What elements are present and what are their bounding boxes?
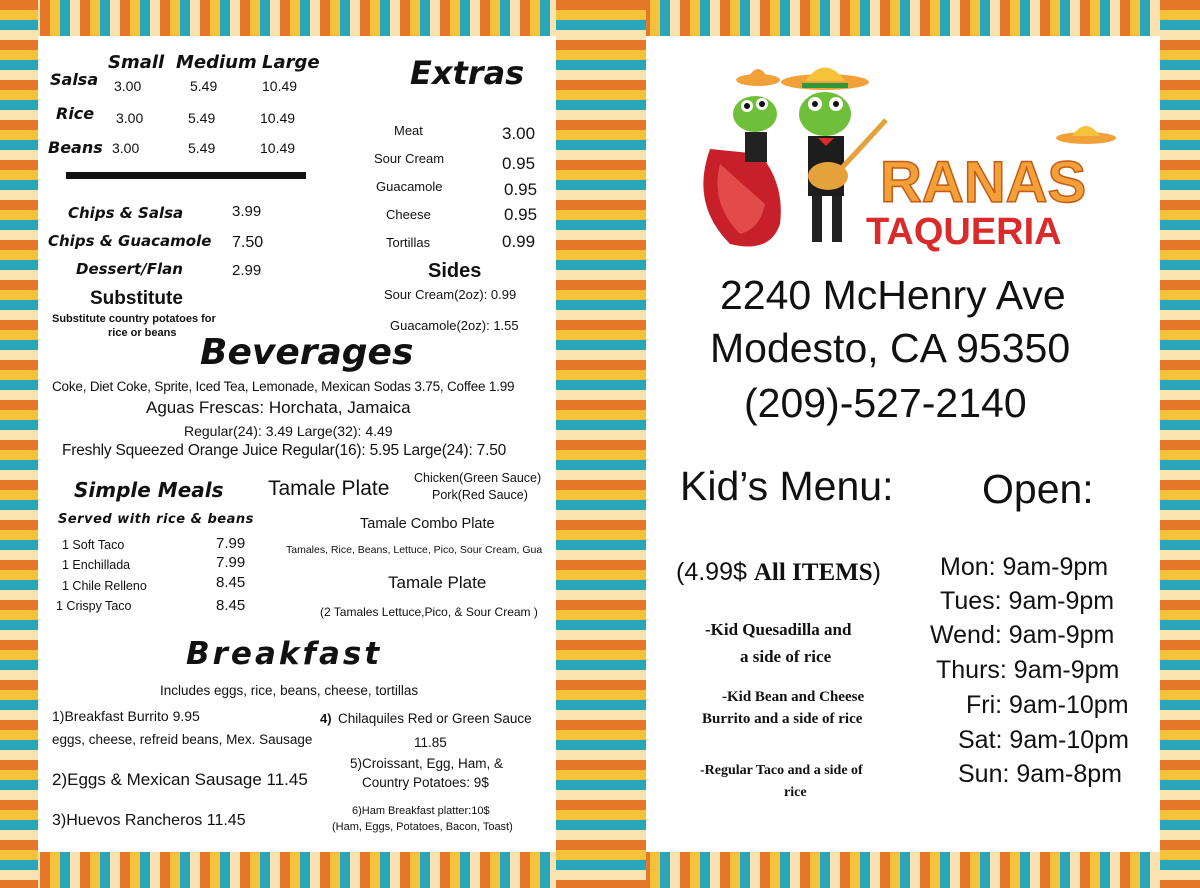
header-medium: Medium	[176, 52, 257, 73]
tamale-plate-opt1: Chicken(Green Sauce)	[414, 471, 542, 485]
breakfast-item-4-num: 4)	[320, 711, 332, 726]
substitute-line2: rice or beans	[108, 327, 177, 339]
kids-item-2-line2: Burrito and a side of rice	[702, 711, 863, 727]
hours-monday: Mon: 9am-9pm	[940, 553, 1109, 581]
extra-meat-price: 3.00	[502, 124, 536, 143]
breakfast-item-4-price: 11.85	[414, 735, 447, 750]
salsa-medium: 5.49	[190, 78, 218, 94]
meal-soft-taco-price: 7.99	[216, 535, 246, 552]
sides-title: Sides	[428, 260, 482, 282]
hours-title: Open:	[982, 466, 1094, 512]
meal-crispy-taco-price: 8.45	[216, 597, 246, 614]
frog-dancer-illustration	[703, 69, 781, 247]
breakfast-item-2: 2)Eggs & Mexican Sausage 11.45	[52, 770, 308, 789]
kids-item-3-line2: rice	[784, 785, 807, 800]
beans-small: 3.00	[112, 140, 140, 156]
tamale-plate-opt2: Pork(Red Sauce)	[432, 488, 528, 502]
snack-chips-salsa-price: 3.99	[232, 203, 262, 220]
salsa-large: 10.49	[262, 78, 298, 94]
extras-title: Extras	[410, 54, 525, 92]
breakfast-item-5-line2: Country Potatoes: 9$	[362, 775, 489, 790]
tamale-combo-desc: Tamales, Rice, Beans, Lettuce, Pico, Sour Cream, Gua	[286, 544, 543, 556]
meal-enchillada-price: 7.99	[216, 554, 246, 571]
header-small: Small	[108, 52, 165, 73]
hours-sunday: Sun: 9am-8pm	[958, 760, 1122, 788]
simple-meals-subtitle: Served with rice & beans	[58, 512, 254, 527]
rice-small: 3.00	[116, 110, 144, 126]
meal-crispy-taco: 1 Crispy Taco	[56, 599, 132, 613]
breakfast-item-3: 3)Huevos Rancheros 11.45	[52, 812, 246, 829]
tamale-plate-title: Tamale Plate	[268, 477, 390, 500]
kids-menu-title: Kid’s Menu:	[680, 463, 894, 509]
tamale-combo-title: Tamale Combo Plate	[360, 516, 495, 532]
beverages-line2: Aguas Frescas: Horchata, Jamaica	[146, 398, 411, 417]
snack-flan-price: 2.99	[232, 262, 262, 279]
beverages-line4: Freshly Squeezed Orange Juice Regular(16): 5.95 Large(24): 7.50	[62, 442, 507, 459]
meal-enchillada: 1 Enchillada	[62, 558, 131, 572]
kids-price-bold: All ITEMS	[753, 559, 873, 586]
row-label-rice: Rice	[56, 104, 95, 123]
left-border	[0, 0, 38, 888]
taqueria-logo	[690, 54, 1130, 264]
brand-ranas: RANAS	[880, 150, 1087, 215]
breakfast-item-6-line2: (Ham, Eggs, Potatoes, Bacon, Toast)	[332, 821, 513, 833]
extra-cheese: Cheese	[386, 207, 431, 222]
brand-taqueria: TAQUERIA	[866, 211, 1062, 253]
right-border	[1160, 0, 1200, 888]
extra-meat: Meat	[394, 123, 423, 138]
extra-cheese-price: 0.95	[504, 205, 538, 224]
divider	[66, 172, 306, 179]
breakfast-item-4: Chilaquiles Red or Green Sauce	[338, 711, 532, 726]
kids-price-suffix: )	[872, 558, 881, 586]
meal-chile-relleno-price: 8.45	[216, 574, 246, 591]
beans-large: 10.49	[260, 140, 296, 156]
header-large: Large	[262, 52, 320, 73]
extra-sour-cream: Sour Cream	[374, 151, 445, 166]
kids-price-line	[676, 558, 881, 587]
row-label-beans: Beans	[48, 138, 103, 157]
center-border	[556, 0, 646, 888]
kids-item-2-line1: -Kid Bean and Cheese	[722, 689, 865, 705]
extra-tortillas: Tortillas	[386, 235, 431, 250]
tamale-plate2-desc: (2 Tamales Lettuce,Pico, & Sour Cream )	[320, 605, 538, 619]
kids-item-1-line2: a side of rice	[740, 647, 832, 666]
substitute-line1: Substitute country potatoes for	[52, 313, 216, 325]
extra-sour-cream-price: 0.95	[502, 154, 536, 173]
kids-item-3-line1: -Regular Taco and a side of	[700, 763, 863, 778]
breakfast-item-1: 1)Breakfast Burrito 9.95	[52, 708, 200, 724]
kids-price-prefix: (4.99$	[676, 558, 754, 586]
snack-flan: Dessert/Flan	[76, 260, 183, 278]
rice-medium: 5.49	[188, 110, 216, 126]
hours-wednesday: Wend: 9am-9pm	[930, 621, 1115, 649]
breakfast-subtitle: Includes eggs, rice, beans, cheese, tortillas	[160, 683, 419, 698]
beans-medium: 5.49	[188, 140, 216, 156]
rice-large: 10.49	[260, 110, 296, 126]
snack-chips-guac-price: 7.50	[232, 234, 264, 251]
sides-line2: Guacamole(2oz): 1.55	[390, 318, 519, 333]
substitute-title: Substitute	[90, 288, 183, 309]
extra-guacamole-price: 0.95	[504, 180, 538, 199]
hours-saturday: Sat: 9am-10pm	[958, 726, 1129, 754]
simple-meals-title: Simple Meals	[74, 478, 224, 502]
kids-item-1-line1: -Kid Quesadilla and	[705, 620, 852, 639]
tamale-plate2-title: Tamale Plate	[388, 573, 487, 592]
address-city: Modesto, CA 95350	[710, 325, 1071, 371]
extra-tortillas-price: 0.99	[502, 232, 536, 251]
breakfast-item-5-line1: 5)Croissant, Egg, Ham, &	[350, 756, 504, 771]
beverages-title: Beverages	[200, 332, 414, 373]
meal-soft-taco: 1 Soft Taco	[62, 538, 125, 552]
meal-chile-relleno: 1 Chile Relleno	[62, 579, 147, 593]
breakfast-title: Breakfast	[186, 636, 383, 672]
sombrero-icon	[1056, 126, 1116, 144]
hours-thursday: Thurs: 9am-9pm	[936, 656, 1120, 684]
beverages-line1: Coke, Diet Coke, Sprite, Iced Tea, Lemonade, Mexican Sodas 3.75, Coffee 1.99	[52, 379, 515, 394]
extra-guacamole: Guacamole	[376, 179, 443, 194]
snack-chips-guac: Chips & Guacamole	[48, 232, 212, 250]
sides-line1: Sour Cream(2oz): 0.99	[384, 287, 517, 302]
phone-number[interactable]: (209)-527-2140	[744, 380, 1027, 426]
hours-friday: Fri: 9am-10pm	[966, 691, 1129, 719]
snack-chips-salsa: Chips & Salsa	[68, 204, 184, 222]
beverages-line3: Regular(24): 3.49 Large(32): 4.49	[184, 423, 393, 439]
breakfast-item-6-line1: 6)Ham Breakfast platter:10$	[352, 805, 490, 817]
row-label-salsa: Salsa	[50, 70, 99, 89]
breakfast-item-1-desc: eggs, cheese, refreid beans, Mex. Sausage	[52, 732, 313, 747]
salsa-small: 3.00	[114, 78, 142, 94]
hours-tuesday: Tues: 9am-9pm	[940, 587, 1115, 615]
address-street: 2240 McHenry Ave	[720, 272, 1066, 318]
